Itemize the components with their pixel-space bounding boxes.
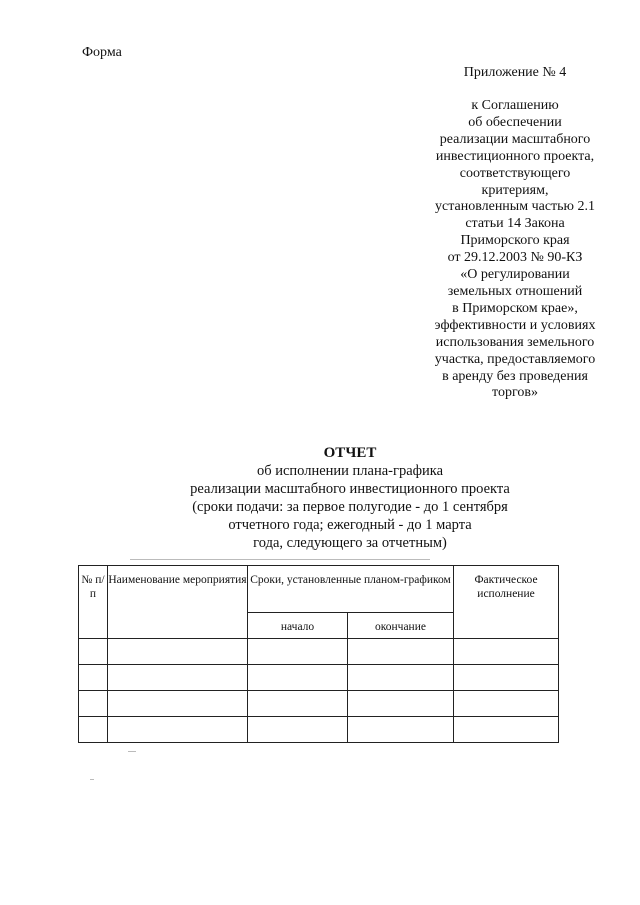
agreement-line: участка, предоставляемого [434, 351, 596, 367]
report-heading [150, 444, 550, 552]
column-header-planned-terms: Сроки, установленные планом-графиком [248, 566, 454, 613]
table-cell[interactable] [248, 665, 348, 691]
agreement-line: об обеспечении [468, 114, 562, 130]
agreement-line: установленным частью 2.1 [434, 199, 595, 215]
table-cell[interactable] [248, 717, 348, 743]
appendix-number: Приложение № 4 [463, 65, 567, 80]
column-header-actual: Фактическое исполнение [454, 566, 559, 639]
table-cell[interactable] [79, 691, 108, 717]
agreement-line: инвестиционного проекта, [435, 148, 595, 164]
agreement-line: Приморского края [460, 233, 570, 249]
table-cell[interactable] [348, 691, 454, 717]
table-row [79, 717, 559, 743]
form-label: Форма [82, 45, 122, 60]
agreement-reference [415, 98, 615, 402]
table-cell[interactable] [348, 717, 454, 743]
report-subtitle-line: отчетного года; ежегодный - до 1 марта [228, 517, 472, 533]
report-subtitle-line: об исполнении плана-графика [256, 463, 444, 479]
table-cell[interactable] [454, 691, 559, 717]
table-cell[interactable] [79, 639, 108, 665]
table-cell[interactable] [108, 691, 248, 717]
agreement-line: эффективности и условиях [434, 317, 596, 333]
report-subtitle-line: (сроки подачи: за первое полугодие - до 1 сентября [192, 499, 508, 515]
table-cell[interactable] [454, 639, 559, 665]
scan-artifact-line [90, 779, 94, 780]
agreement-line: критериям, [481, 182, 549, 198]
scan-artifact-line [128, 751, 136, 752]
table-cell[interactable] [79, 665, 108, 691]
agreement-line: торгов» [492, 385, 538, 401]
table-cell[interactable] [348, 639, 454, 665]
report-subtitle-line: реализации масштабного инвестиционного проекта [190, 481, 510, 497]
table-row [79, 665, 559, 691]
report-table [78, 565, 559, 743]
agreement-line: от 29.12.2003 № 90-КЗ [447, 250, 583, 266]
agreement-line: «О регулировании [460, 267, 570, 283]
table-row [79, 639, 559, 665]
agreement-line: земельных отношений [447, 283, 583, 299]
column-header-activity: Наименование мероприятия [108, 566, 248, 639]
column-header-number: № п/п [79, 566, 108, 639]
table-row [79, 691, 559, 717]
agreement-line: соответствующего [459, 165, 571, 181]
agreement-line: в Приморском крае», [452, 300, 578, 316]
table-cell[interactable] [248, 639, 348, 665]
report-title: ОТЧЕТ [323, 445, 377, 461]
agreement-line: статьи 14 Закона [465, 216, 565, 232]
table-cell[interactable] [348, 665, 454, 691]
table-cell[interactable] [79, 717, 108, 743]
report-subtitle-line: года, следующего за отчетным) [253, 535, 447, 551]
agreement-line: к Соглашению [471, 98, 559, 113]
table-header-row [79, 566, 559, 613]
table-cell[interactable] [454, 665, 559, 691]
agreement-line: использования земельного [435, 334, 595, 350]
scan-artifact-line [130, 559, 430, 560]
table-cell[interactable] [248, 691, 348, 717]
table-cell[interactable] [108, 717, 248, 743]
table-cell[interactable] [108, 639, 248, 665]
agreement-line: реализации масштабного [439, 131, 591, 147]
table-cell[interactable] [108, 665, 248, 691]
table-cell[interactable] [454, 717, 559, 743]
column-header-start: начало [248, 613, 348, 639]
agreement-line: в аренду без проведения [442, 368, 588, 384]
column-header-end: окончание [348, 613, 454, 639]
